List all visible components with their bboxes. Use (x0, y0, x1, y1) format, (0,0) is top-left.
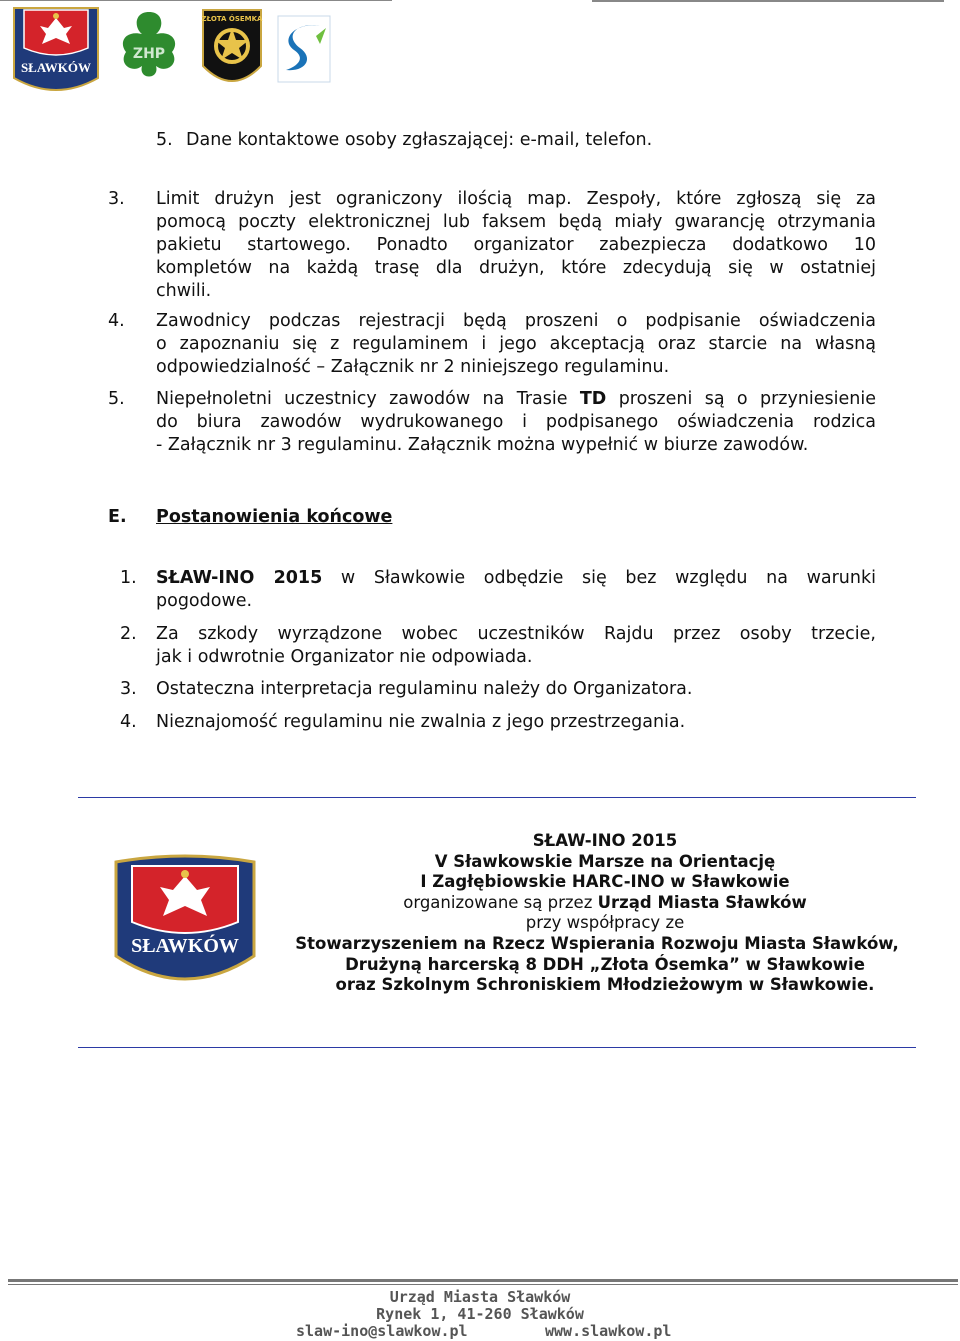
footer-website-link[interactable]: www.slawkow.pl (545, 1322, 672, 1340)
item-3-number: 3. (108, 189, 125, 209)
e-item-2-line-1: Za szkody wyrządzone wobec uczestników Rajdu przez osoby trzecie, (156, 624, 876, 644)
item-3-paragraph (156, 188, 876, 303)
s-swoosh-logo (276, 14, 332, 84)
footer-office: Urząd Miasta Sławków (389, 1288, 571, 1306)
header-rule-right (592, 0, 944, 2)
footer-rule-thin (8, 1284, 958, 1285)
item-4-line: odpowiedzialność – Załącznik nr 2 niniejszego regulaminu. (156, 357, 670, 377)
organizer-line-1: SŁAW-INO 2015 (532, 831, 678, 850)
e-item-4-line: Nieznajomość regulaminu nie zwalnia z jego przestrzegania. (156, 712, 686, 732)
organizer-line-8: oraz Szkolnym Schroniskiem Młodzieżowym w Sławkowie. (335, 975, 875, 995)
item-5-number: 5. (108, 389, 125, 409)
organizer-line-5: przy współpracy ze (525, 913, 685, 933)
e-item-3-line: Ostateczna interpretacja regulaminu należy do Organizatora. (156, 679, 693, 699)
item-4-paragraph (156, 310, 876, 379)
organizer-crest-logo (110, 852, 260, 992)
svg-text:ZHP: ZHP (132, 46, 166, 62)
section-e-letter: E. (108, 507, 127, 527)
organizer-line-7: Drużyną harcerską 8 DDH „Złota Ósemka” w Sławkowie (345, 954, 865, 974)
zlota-osemka-logo (199, 6, 265, 92)
contact-item-text: Dane kontaktowe osoby zgłaszającej: e-mail, telefon. (186, 130, 653, 150)
e-item-1-line-1: SŁAW-INO 2015 w Sławkowie odbędzie się bez względu na warunki (156, 568, 876, 588)
footer-email-link[interactable]: slaw-ino@slawkow.pl (296, 1322, 468, 1340)
e-item-2-line-2: jak i odwrotnie Organizator nie odpowiada. (156, 647, 533, 667)
organizer-crest-label: SŁAWKÓW (131, 935, 239, 957)
osemka-logo-label: ZŁOTA ÓSEMKA (201, 15, 263, 23)
event-name: SŁAW-INO 2015 (156, 568, 323, 588)
e-item-1-number: 1. (120, 568, 137, 588)
item-3-line: pakietu startowego. Ponadto organizator zabezpiecza dodatkowo 10 (156, 235, 876, 255)
organizer-line-6: Stowarzyszeniem na Rzecz Wspierania Rozwoju Miasta Sławków, (295, 933, 899, 953)
item-5-line-3: - Załącznik nr 3 regulaminu. Załącznik można wypełnić w biurze zawodów. (156, 435, 809, 455)
zhp-scout-logo (114, 8, 184, 88)
item-5-line-1: Niepełnoletni uczestnicy zawodów na Trasie TD proszeni są o przyniesienie (156, 389, 877, 409)
organizer-block (270, 831, 940, 996)
organizer-line-4: organizowane są przez Urząd Miasta Sławków (403, 892, 807, 912)
e-item-3-number: 3. (120, 679, 137, 699)
organizer-line-3: I Zagłębiowskie HARC-INO w Sławkowie (420, 872, 790, 892)
item-3-line: kompletów na każdą trasę dla drużyn, które zdecydują się w ostatniej (156, 258, 876, 278)
e-item-1-line-2: pogodowe. (156, 591, 253, 611)
slawkow-crest-logo (6, 0, 106, 100)
footer-address: Rynek 1, 41-260 Sławków (376, 1305, 584, 1323)
item-3-line: chwili. (156, 281, 212, 301)
organizer-line-2: V Sławkowskie Marsze na Orientację (434, 851, 776, 871)
divider-rule-top (78, 797, 916, 798)
item-5-line-2: do biura zawodów wydrukowanego i podpisanego oświadczenia rodzica (156, 412, 876, 432)
item-5-paragraph (156, 388, 876, 457)
e-item-2-number: 2. (120, 624, 137, 644)
item-4-line: o zapoznaniu się z regulaminem i jego akceptacją oraz starcie na własną (156, 334, 876, 354)
item-3-line: Limit drużyn jest ograniczony ilością map. Zespoły, które zgłoszą się za (156, 189, 876, 209)
divider-rule-bottom (78, 1047, 916, 1048)
item-4-line: Zawodnicy podczas rejestracji będą proszeni o podpisanie oświadczenia (156, 311, 876, 331)
item-3-line: pomocą poczty elektronicznej lub faksem będą miały gwarancję otrzymania (156, 212, 876, 232)
footer-rule-thick (8, 1279, 958, 1282)
e-item-2-paragraph (156, 623, 876, 669)
section-e-title: Postanowienia końcowe (156, 507, 393, 527)
crest-logo-label: SŁAWKÓW (20, 60, 92, 75)
contact-item-number: 5. (156, 130, 173, 150)
e-item-1-paragraph (156, 567, 876, 613)
item-4-number: 4. (108, 311, 125, 331)
header-logos (6, 0, 346, 100)
td-label: TD (579, 389, 607, 409)
e-item-4-number: 4. (120, 712, 137, 732)
